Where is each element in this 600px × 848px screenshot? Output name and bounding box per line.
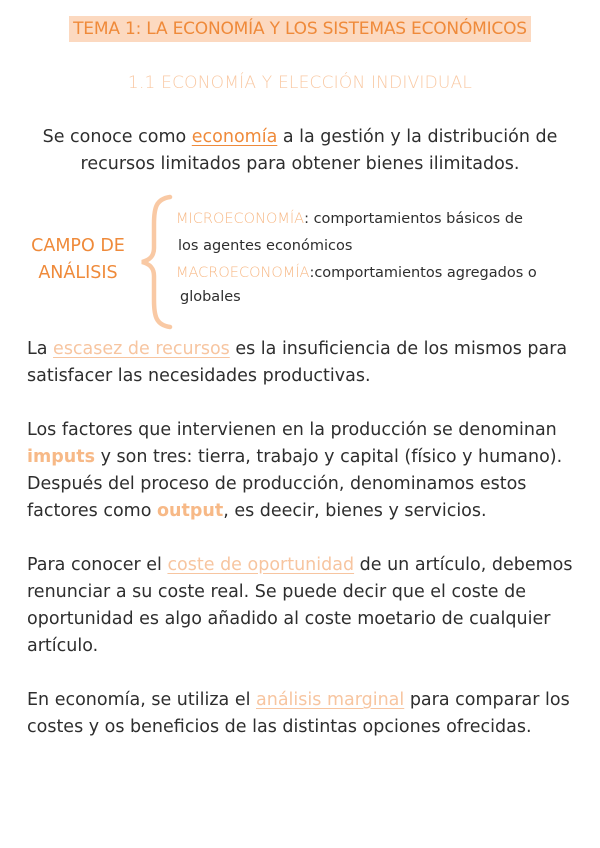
escasez-after: es la insuficiencia de los mismos para satisfacer las necesidades productivas. [27, 339, 568, 386]
campo-label-line2: ANÁLISIS [38, 263, 118, 283]
campo-label-line1: CAMPO DE [31, 236, 125, 256]
marginal-paragraph [27, 687, 575, 741]
campo-analisis-label [22, 233, 134, 287]
marginal-after: para comparar los costes y os beneficios de las distintas opciones ofrecidas. [27, 690, 570, 737]
macro-line2: globales [180, 289, 241, 305]
factores-paragraph [27, 417, 575, 525]
factores-part1: Los factores que intervienen en la producción se denominan [27, 420, 557, 440]
macro-desc-1: :comportamientos agregados o [309, 265, 537, 281]
coste-paragraph [27, 552, 575, 660]
intro-after: a la gestión y la distribución de recursos limitados para obtener bienes ilimitados. [80, 127, 558, 174]
factores-part2: y son tres: tierra, trabajo y capital (físico y humano). Después del proceso de producción, denominamos estos factores como [27, 447, 563, 521]
escasez-before: La [27, 339, 54, 359]
escasez-term: escasez de recursos [53, 339, 230, 359]
macro-term: MACROECONOMÍA [176, 265, 310, 281]
escasez-paragraph [27, 336, 575, 390]
imputs-term: imputs [27, 447, 96, 467]
macro-line1 [176, 260, 576, 287]
intro-paragraph [20, 124, 580, 178]
micro-term: MICROECONOMÍA [176, 211, 305, 227]
micro-line2: los agentes económicos [178, 238, 353, 254]
marginal-before: En economía, se utiliza el [27, 690, 257, 710]
intro-before: Se conoce como [42, 127, 192, 147]
micro-line1 [176, 206, 576, 233]
title-wrapper [0, 16, 600, 42]
coste-after: de un artículo, debemos renunciar a su coste real. Se puede decir que el coste de oportunidad es algo añadido al coste moetario de cualquier artículo. [27, 555, 573, 656]
output-term: output [156, 501, 224, 521]
micro-desc-1: : comportamientos básicos de [304, 211, 523, 227]
page-title: TEMA 1: LA ECONOMÍA Y LOS SISTEMAS ECONÓMICOS [69, 16, 531, 42]
coste-before: Para conocer el [27, 555, 168, 575]
factores-part3: , es deecir, bienes y servicios. [223, 501, 487, 521]
marginal-term: análisis marginal [256, 690, 405, 710]
economia-term: economía [191, 127, 278, 147]
coste-term: coste de oportunidad [167, 555, 355, 575]
section-subtitle: 1.1 ECONOMÍA Y ELECCIÓN INDIVIDUAL [127, 73, 473, 93]
curly-brace-icon [138, 194, 174, 330]
